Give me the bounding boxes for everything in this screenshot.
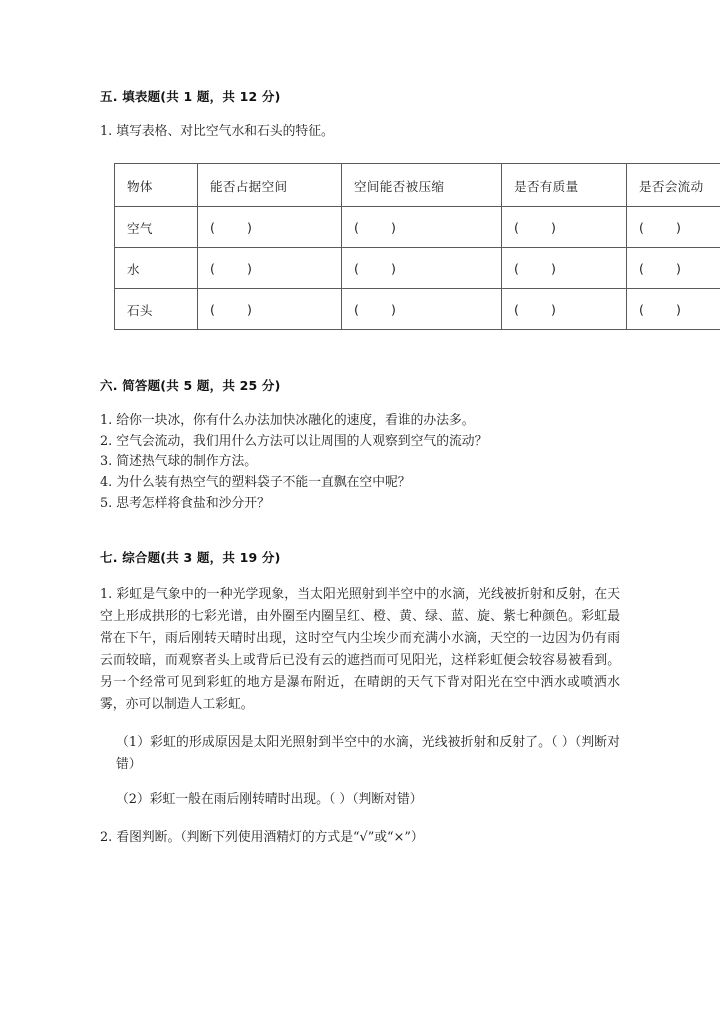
table-header-object: 物体 xyxy=(115,164,198,207)
page-content xyxy=(100,88,704,848)
table-row xyxy=(115,289,720,330)
table-cell-water-compressible[interactable] xyxy=(342,248,502,289)
section-seven xyxy=(100,549,620,848)
answer-blank: ( ) xyxy=(354,260,396,276)
sub-question-2: （2）彩虹一般在雨后刚转晴时出现。（ ）（判断对错） xyxy=(116,791,423,807)
table-cell-air-has-mass[interactable] xyxy=(502,207,627,248)
section-six xyxy=(100,377,620,515)
rainbow-passage: 1. 彩虹是气象中的一种光学现象，当太阳光照射到半空中的水滴，光线被折射和反射，在天空上形成拱形的七彩光谱，由外圈至内圈呈红、橙、黄、绿、蓝、旋、紫七种颜色。彩虹最常在下午，雨后刚转天晴时出现，这时空气内尘埃少而充满小水滴，天空的一边因为仍有雨云而较暗，而观察者头上或背后已没有云的遮挡而可见阳光，这样彩虹便会较容易被看到。另一个经常可见到彩虹的地方是瀑布附近，在晴朗的天气下背对阳光在空中洒水或喷洒水雾，亦可以制造人工彩虹。 xyxy=(100,587,620,713)
table-cell-water-has-mass[interactable] xyxy=(502,248,627,289)
compare-table xyxy=(114,163,720,330)
table-cell-air-occupies-space[interactable] xyxy=(198,207,342,248)
table-cell-stone-flows[interactable] xyxy=(627,289,720,330)
table-cell-stone-has-mass[interactable] xyxy=(502,289,627,330)
table-row-label-stone: 石头 xyxy=(115,289,198,330)
answer-blank: ( ) xyxy=(210,260,252,276)
table-cell-stone-compressible[interactable] xyxy=(342,289,502,330)
answer-blank: ( ) xyxy=(639,260,681,276)
section-five-intro: 1. 填写表格、对比空气水和石头的特征。 xyxy=(100,123,334,139)
answer-blank: ( ) xyxy=(354,301,396,317)
table-row-label-water: 水 xyxy=(115,248,198,289)
list-item: 3. 简述热气球的制作方法。 xyxy=(100,454,258,470)
answer-blank: ( ) xyxy=(210,219,252,235)
table-cell-air-flows[interactable] xyxy=(627,207,720,248)
table-row xyxy=(115,207,720,248)
list-item: 5. 思考怎样将食盐和沙分开？ xyxy=(100,496,270,512)
list-item: 4. 为什么装有热空气的塑料袋子不能一直飘在空中呢？ xyxy=(100,475,411,491)
list-item: 1. 给你一块冰，你有什么办法加快冰融化的速度，看谁的办法多。 xyxy=(100,412,475,428)
table-row xyxy=(115,248,720,289)
table-cell-air-compressible[interactable] xyxy=(342,207,502,248)
table-header-compressible: 空间能否被压缩 xyxy=(342,164,502,207)
list-item: 2. 空气会流动，我们用什么方法可以让周围的人观察到空气的流动？ xyxy=(100,433,488,449)
table-header-row xyxy=(115,164,720,207)
table-header-occupies-space: 能否占据空间 xyxy=(198,164,342,207)
sub-question-1: （1）彩虹的形成原因是太阳光照射到半空中的水滴，光线被折射和反射了。（ ）（判断对错） xyxy=(116,735,620,772)
answer-blank: ( ) xyxy=(514,260,556,276)
table-cell-stone-occupies-space[interactable] xyxy=(198,289,342,330)
table-cell-water-flows[interactable] xyxy=(627,248,720,289)
section-six-question-list xyxy=(100,411,620,515)
section-seven-heading: 七. 综合题(共 3 题，共 19 分) xyxy=(100,549,281,565)
section-five-heading: 五. 填表题(共 1 题，共 12 分) xyxy=(100,89,281,104)
table-row-label-air: 空气 xyxy=(115,207,198,248)
answer-blank: ( ) xyxy=(639,301,681,317)
section-seven-question-2: 2. 看图判断。（判断下列使用酒精灯的方式是“√”或“×”） xyxy=(100,830,424,846)
answer-blank: ( ) xyxy=(354,219,396,235)
answer-blank: ( ) xyxy=(210,301,252,317)
answer-blank: ( ) xyxy=(514,301,556,317)
answer-blank: ( ) xyxy=(514,219,556,235)
table-header-flows: 是否会流动 xyxy=(627,164,720,207)
table-cell-water-occupies-space[interactable] xyxy=(198,248,342,289)
compare-table-wrapper xyxy=(114,163,704,330)
section-five xyxy=(100,88,704,330)
answer-blank: ( ) xyxy=(639,219,681,235)
section-six-heading: 六. 简答题(共 5 题，共 25 分) xyxy=(100,378,281,394)
table-header-has-mass: 是否有质量 xyxy=(502,164,627,207)
